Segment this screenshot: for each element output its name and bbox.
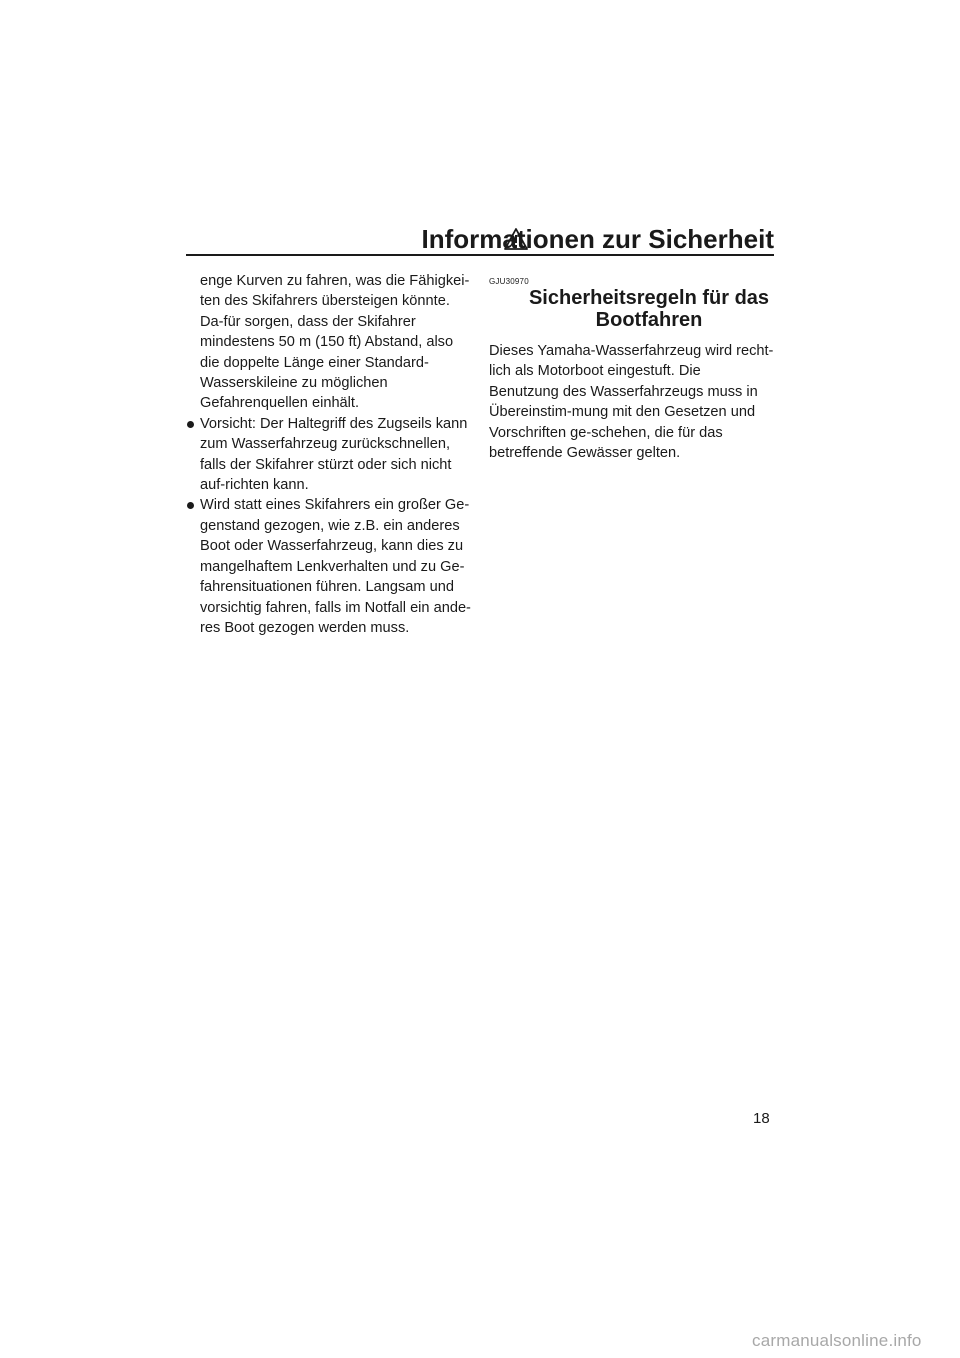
list-item-text: Vorsicht: Der Haltegriff des Zugseils kann zum Wasserfahrzeug zurückschnellen, falls der Skifahrer stürzt oder sich nicht auf-richten kann. — [200, 415, 468, 494]
page-title: Informationen zur Sicherheit — [421, 224, 774, 254]
bullet-icon — [187, 421, 194, 428]
right-column — [489, 277, 774, 463]
section-title: Sicherheitsregeln für das Bootfahren — [528, 287, 770, 331]
list-item-text: Wird statt eines Skifahrers ein großer Ge-genstand gezogen, wie z.B. ein anderes Boot oder Wasserfahrzeug, kann dies zu mangelhaftem Lenkverhalten und zu Ge-fahrensituationen führen. Langsam und vorsichtig fahren, falls im Notfall ein ande-res Boot gezogen werden muss. — [200, 497, 471, 636]
list-item — [186, 495, 476, 638]
page-number: 18 — [753, 1110, 770, 1127]
section-code: GJU30970 — [489, 277, 529, 286]
continuation-paragraph: enge Kurven zu fahren, was die Fähigkei-ten des Skifahrers übersteigen könnte. Da-für sorgen, dass der Skifahrer mindestens 50 m (150 ft) Abstand, also die doppelte Länge einer Standard-Wasserskileine zu möglichen Gefahrenquellen einhält. — [200, 273, 470, 412]
section-body: Dieses Yamaha-Wasserfahrzeug wird recht-lich als Motorboot eingestuft. Die Benutzung des Wasserfahrzeugs muss in Übereinstim-mung mit den Gesetzen und Vorschriften ge-schehen, die für das betreffende Gewässer gelten. — [489, 343, 774, 462]
left-column — [186, 271, 476, 638]
bullet-icon — [187, 502, 194, 509]
list-item — [186, 414, 476, 496]
page-header — [186, 224, 774, 256]
watermark: carmanualsonline.info — [752, 1331, 922, 1350]
